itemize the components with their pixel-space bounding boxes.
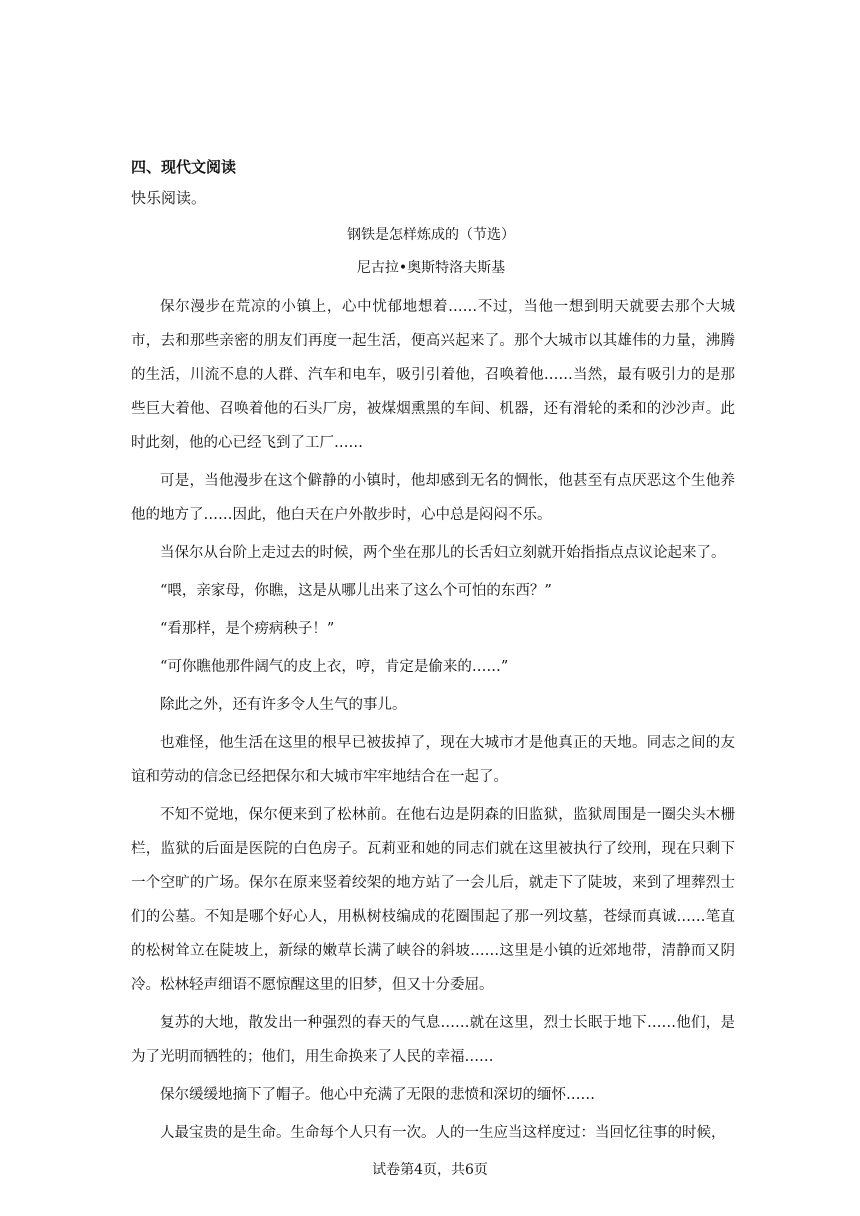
paragraph: 可是，当他漫步在这个僻静的小镇时，他却感到无名的惆怅，他甚至有点厌恶这个生他养他的地方了……因此，他白天在户外散步时，心中总是闷闷不乐。 <box>131 473 735 523</box>
paragraph: 保尔漫步在荒凉的小镇上，心中忧郁地想着……不过，当他一想到明天就要去那个大城市，去和那些亲密的朋友们再度一起生活，便高兴起来了。那个大城市以其雄伟的力量，沸腾的生活，川流不息的人群、汽车和电车，吸引引着他，召唤着他……当然，最有吸引力的是那些巨大着他、召唤着他的石头厂房，被煤烟熏黑的车间、机器，还有滑轮的柔和的沙沙声。此时此刻，他的心已经飞到了工厂…… <box>131 299 735 451</box>
paragraph: “看那样，是个痨病秧子！” <box>160 621 335 637</box>
paragraph: “可你瞧他那件阔气的皮上衣，哼，肯定是偷来的……” <box>160 659 509 675</box>
paragraph: 人最宝贵的是生命。生命每个人只有一次。人的一生应当这样度过：当回忆往事的时候， <box>160 1125 726 1141</box>
paragraph: 除此之外，还有许多令人生气的事儿。 <box>160 697 407 713</box>
article-body <box>131 290 735 1154</box>
paragraph: 当保尔从台阶上走过去的时候，两个坐在那儿的长舌妇立刻就开始指指点点议论起来了。 <box>160 545 726 561</box>
instruction-text: 快乐阅读。 <box>131 189 207 207</box>
article-title: 钢铁是怎样炼成的（节选） <box>347 227 515 243</box>
section-heading: 四、现代文阅读 <box>131 158 237 176</box>
paragraph: “喂，亲家母，你瞧，这是从哪儿出来了这么个可怕的东西？” <box>160 583 552 599</box>
paragraph: 复苏的大地，散发出一种强烈的春天的气息……就在这里，烈士长眠于地下……他们，是为了光明而牺牲的；他们，用生命换来了人民的幸福…… <box>131 1015 735 1065</box>
paragraph: 不知不觉地，保尔便来到了松林前。在他右边是阴森的旧监狱，监狱周围是一圈尖头木栅栏，监狱的后面是医院的白色房子。瓦莉亚和她的同志们就在这里被执行了绞刑，现在只剩下一个空旷的广场。保尔在原来竖着绞架的地方站了一会儿后，就走下了陡坡，来到了埋葬烈士们的公墓。不知是哪个好心人，用枞树枝编成的花圈围起了那一列坟墓，苍绿而真诚……笔直的松树耸立在陡坡上，新绿的嫩草长满了峡谷的斜坡……这里是小镇的近郊地带，清静而又阴冷。松林轻声细语不愿惊醒这里的旧梦，但又十分委屈。 <box>131 807 735 993</box>
page-footer: 试卷第4页，共6页 <box>372 1162 488 1178</box>
paragraph: 保尔缓缓地摘下了帽子。他心中充满了无限的悲愤和深切的缅怀…… <box>160 1087 595 1103</box>
paragraph: 也难怪，他生活在这里的根早已被拔掉了，现在大城市才是他真正的天地。同志之间的友谊和劳动的信念已经把保尔和大城市牢牢地结合在一起了。 <box>131 735 735 785</box>
article-author: 尼古拉•奥斯特洛夫斯基 <box>356 260 506 276</box>
